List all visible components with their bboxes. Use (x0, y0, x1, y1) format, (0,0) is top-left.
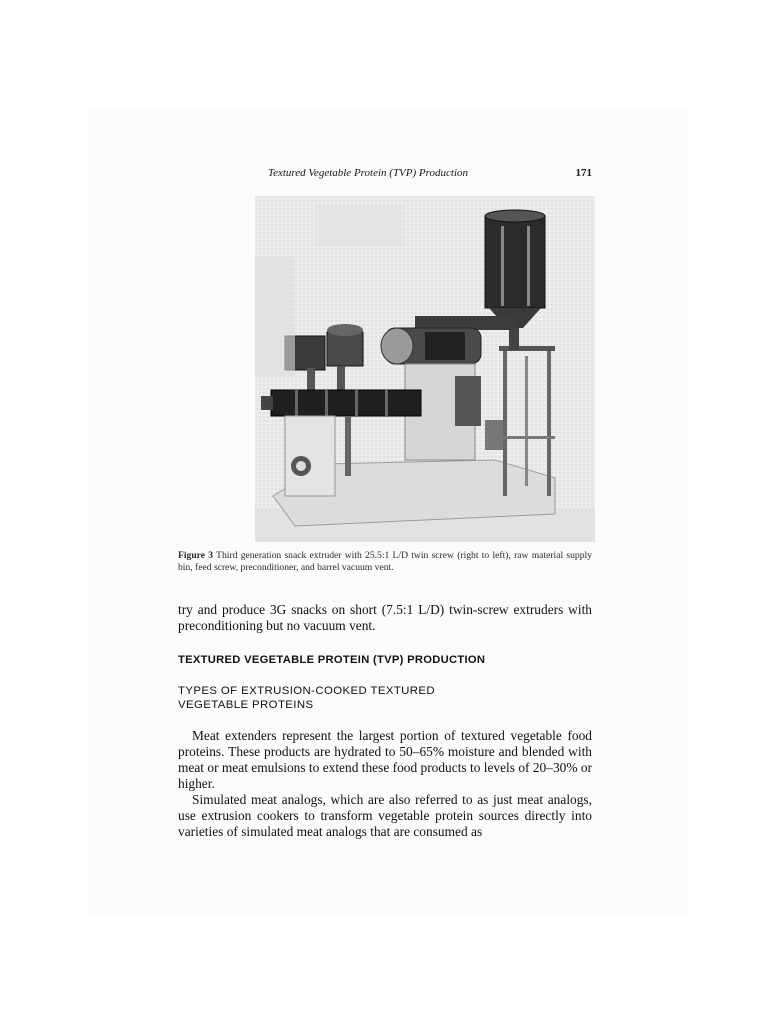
paragraph-1: try and produce 3G snacks on short (7.5:1 L/D) twin-screw extruders with preconditioning but no vacuum vent. (178, 602, 592, 633)
sub-heading: TYPES OF EXTRUSION-COOKED TEXTURED VEGETABLE PROTEINS (178, 685, 436, 711)
section-heading: TEXTURED VEGETABLE PROTEIN (TVP) PRODUCTION (178, 654, 486, 666)
paragraph-2: Meat extenders represent the largest portion of textured vegetable food proteins. These products are hydrated to 50–65% moisture and blended with meat or meat emulsions to extend these food products to levels of 20–30% or higher. (178, 728, 592, 791)
figure-label: Figure 3 (178, 550, 214, 561)
running-title: Textured Vegetable Protein (TVP) Production (268, 167, 468, 179)
paragraph-3: Simulated meat analogs, which are also referred to as just meat analogs, use extrusion cookers to transform vegetable protein sources directly into varieties of simulated meat analogs that are consumed as (178, 792, 592, 839)
figure-caption-text: Third generation snack extruder with 25.5:1 L/D twin screw (right to left), raw material supply bin, feed screw, preconditioner, and barrel vacuum vent. (178, 550, 592, 573)
extruder-illustration (255, 196, 595, 542)
extruder-photograph (255, 196, 595, 542)
figure-caption (178, 550, 592, 574)
page-number: 171 (575, 167, 592, 179)
